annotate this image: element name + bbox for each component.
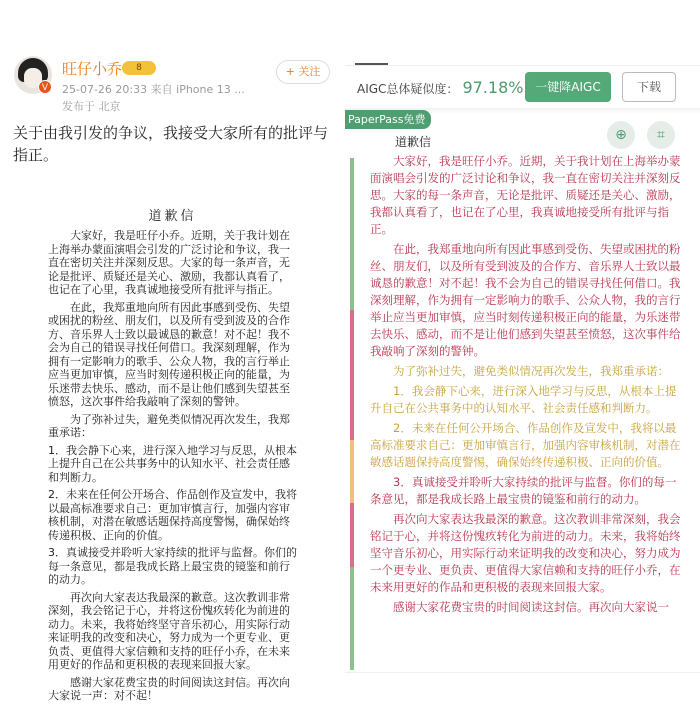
letter-paragraph: 1．我会静下心来，进行深入地学习与反思，从根本上提升自己在公共事务中的认知水平、社会责任感和判断力。 bbox=[48, 443, 297, 484]
highlighted-paragraph: 感谢大家花费宝贵的时间阅读这封信。再次向大家说一 bbox=[393, 600, 669, 614]
version-badge: PaperPass免费版 bbox=[345, 110, 431, 129]
risk-bar-low bbox=[350, 158, 354, 310]
scan-icon[interactable]: ⌗ bbox=[647, 121, 675, 149]
document-body bbox=[370, 153, 684, 619]
highlighted-paragraph: 1．我会静下心来，进行深入地学习与反思，从根本上提升自己在公共事务中的认知水平、社会责任感和判断力。 bbox=[370, 384, 677, 415]
letter-image bbox=[40, 205, 305, 707]
highlighted-paragraph: 3．真诚接受并聆听大家持续的批评与监督。你们的每一条意见，都是我成长路上最宝贵的镜鉴和前行的动力。 bbox=[370, 475, 677, 506]
reduce-aigc-button[interactable]: 一键降AIGC bbox=[525, 72, 611, 102]
aigc-check-panel bbox=[345, 0, 700, 700]
letter-paragraph: 感谢大家花费宝贵的时间阅读这封信。再次向大家说一声：对不起！ bbox=[48, 675, 290, 702]
aigc-score bbox=[357, 78, 523, 97]
post-text: 关于由我引发的争议，我接受大家所有的批评与指正。 bbox=[13, 124, 329, 164]
highlighted-paragraph: 为了弥补过失，避免类似情况再次发生，我郑重承诺： bbox=[393, 364, 669, 378]
post-meta bbox=[62, 81, 245, 97]
follow-button[interactable]: + 关注 bbox=[276, 60, 330, 84]
level-badge-icon: 8 bbox=[122, 61, 156, 75]
source: 来自 iPhone 13 ... bbox=[150, 83, 245, 96]
letter-paragraph: 在此，我郑重地向所有因此事感到受伤、失望或困扰的粉丝、朋友们，以及所有受到波及的合作方、音乐界人士致以最诚恳的歉意！对不起！我不会为自己的错误寻找任何借口。我深刻理解，作为拥有一定影响力的歌手、公众人物，我的言行举止应当更加审慎，应当时刻传递积极正向的能量，为乐迷带去快乐、感动，而不是让他们感到失望甚至愤怒，这次事件给我敲响了深刻的警钟。 bbox=[48, 300, 290, 408]
zoom-in-icon[interactable]: ⊕ bbox=[607, 121, 635, 149]
header-divider bbox=[345, 65, 700, 66]
letter-paragraph: 再次向大家表达我最深的歉意。这次教训非常深刻，我会铭记于心，并将这份愧疚转化为前进的动力。未来，我将始终坚守音乐初心，用实际行动来证明我的改变和决心，努力成为一个更专业、更负责、更值得大家信赖和支持的旺仔小乔，在未来用更好的作品和更积极的表现来回报大家。 bbox=[48, 590, 290, 671]
letter-paragraph: 大家好，我是旺仔小乔。近期，关于我计划在上海举办蒙面演唱会引发的广泛讨论和争议，我一直在密切关注并深刻反思。大家的每一条声音，无论是批评、质疑还是关心、激励，我都认真看了，也记在了心里，我真诚地接受所有批评与指正。 bbox=[48, 229, 290, 296]
risk-bar-high bbox=[350, 310, 354, 440]
risk-bar-low bbox=[350, 567, 354, 670]
weibo-post-panel bbox=[0, 0, 345, 700]
risk-bar-high bbox=[350, 503, 354, 567]
document-title: 道歉信 bbox=[395, 135, 432, 149]
timestamp: 25-07-26 20:33 bbox=[62, 83, 148, 96]
author-name[interactable]: 旺仔小乔 bbox=[62, 60, 123, 78]
score-value: 97.18% bbox=[462, 78, 524, 97]
highlighted-paragraph: 再次向大家表达我最深的歉意。这次教训非常深刻，我会铭记于心，并将这份愧疚转化为前进的动力。未来，我将始终坚守音乐初心，用实际行动来证明我的改变和决心，努力成为一个更专业、更负责、更值得大家信赖和支持的旺仔小乔，在未来用更好的作品和更积极的表现来回报大家。 bbox=[370, 512, 681, 594]
risk-bar-medium bbox=[350, 440, 354, 503]
score-label: AIGC总体疑似度： bbox=[357, 82, 459, 96]
bottom-mask bbox=[345, 672, 700, 700]
letter-paragraph: 2．未来在任何公开场合、作品创作及宣发中，我将以最高标准要求自己：更加审慎言行，加强内容审核机制，对潜在敏感话题保持高度警惕，确保始终传递积极、正向的价值。 bbox=[48, 488, 297, 542]
verified-badge: V bbox=[38, 80, 52, 94]
letter-paragraph: 为了弥补过失，避免类似情况再次发生，我郑重承诺： bbox=[48, 412, 290, 439]
highlighted-paragraph: 在此，我郑重地向所有因此事感到受伤、失望或困扰的粉丝、朋友们，以及所有受到波及的合作方、音乐界人士致以最诚恳的歉意！对不起！我不会为自己的错误寻找任何借口。我深刻理解，作为拥有一定影响力的歌手、公众人物，我的言行举止应当更加审慎，应当时刻传递积极正向的能量，为乐迷带去快乐、感动，而不是让他们感到失望甚至愤怒，这次事件给我敲响了深刻的警钟。 bbox=[370, 242, 681, 358]
letter-paragraph: 3．真诚接受并聆听大家持续的批评与监督。你们的每一条意见，都是我成长路上最宝贵的镜鉴和前行的动力。 bbox=[48, 546, 297, 586]
highlighted-paragraph: 2．未来在任何公开场合、作品创作及宣发中，我将以最高标准要求自己：更加审慎言行，加强内容审核机制，对潜在敏感话题保持高度警惕，确保始终传递积极、正向的价值。 bbox=[370, 421, 681, 469]
letter-title: 道歉信 bbox=[148, 209, 197, 224]
download-button[interactable]: 下载 bbox=[622, 72, 676, 102]
highlighted-paragraph: 大家好，我是旺仔小乔。近期，关于我计划在上海举办蒙面演唱会引发的广泛讨论和争议，我一直在密切关注并深刻反思。大家的每一条声音，无论是批评、质疑还是关心、激励，我都认真看了，也记在了心里，我真诚地接受所有批评与指正。 bbox=[370, 154, 681, 236]
location: 发布于 北京 bbox=[62, 100, 121, 113]
